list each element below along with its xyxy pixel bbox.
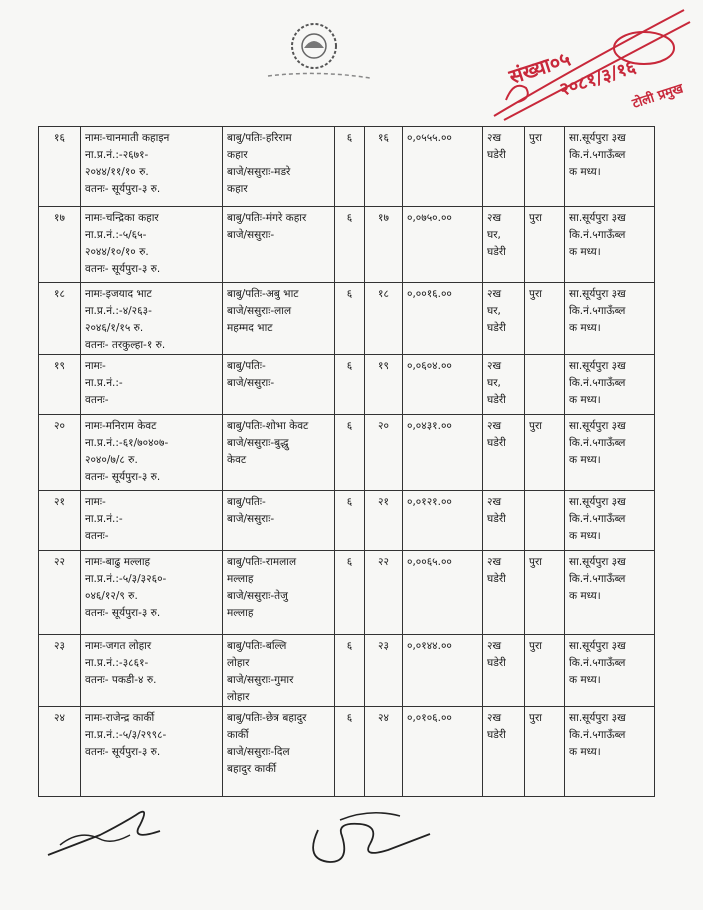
plot-number-cell — [365, 635, 403, 707]
plot-number-b: २० — [378, 420, 389, 432]
parent-details-father: बाबु/पतिः- — [227, 360, 266, 372]
plot-number-b: १७ — [378, 212, 389, 224]
status-cell — [525, 635, 565, 707]
location-cell — [565, 283, 655, 355]
land-type-land2: घडेरी — [487, 657, 506, 669]
area-area: ०,००१६.०० — [407, 288, 452, 300]
land-type-land1: २ख — [487, 360, 502, 372]
land-type-land1: २ख — [487, 132, 502, 144]
location-loc2: कि.नं.५गाऊँब्ल — [569, 657, 626, 669]
owner-details-cit: ना.प्र.नं.:-५/६५- — [85, 229, 147, 241]
stamp-line2: २०८१/३/१६ — [557, 56, 639, 101]
owner-details-name: नामः-जगत लोहार — [85, 640, 152, 652]
land-type-cell — [483, 283, 525, 355]
owner-details-cit: ना.प्र.नं.:-६१/७०४०७- — [85, 437, 169, 449]
land-register-table — [38, 126, 655, 797]
parent-details-cell — [223, 207, 335, 283]
plot-number-cell — [365, 707, 403, 797]
land-type-land2: घडेरी — [487, 729, 506, 741]
sheet-number-cell — [335, 635, 365, 707]
stamp-line3: टोली प्रमुख — [630, 81, 686, 112]
parent-details-father: बाबु/पतिः- — [227, 496, 266, 508]
parent-details-grand2: बहादुर कार्की — [227, 763, 277, 775]
location-loc3: क मध्य। — [569, 590, 601, 602]
owner-details-cell — [81, 355, 223, 415]
parent-details-father: बाबु/पतिः-अबु भाट — [227, 288, 299, 300]
area-area: ०,०४३१.०० — [407, 420, 452, 432]
area-area: ०,०५५५.०० — [407, 132, 452, 144]
parent-details-cell — [223, 415, 335, 491]
parent-details-father2: बाजे/ससुराः- — [227, 377, 275, 389]
owner-details-addr: वतनः- सूर्यपुरा-३ रु. — [85, 607, 161, 619]
location-loc1: सा.सूर्यपुरा ३ख — [569, 212, 626, 224]
owner-details-name: नामः-राजेन्द्र कार्की — [85, 712, 155, 724]
land-type-land1: २ख — [487, 496, 502, 508]
land-type-land3: घडेरी — [487, 322, 506, 334]
owner-details-date: वतनः- पकडी-४ रु. — [85, 674, 157, 686]
status-cell — [525, 415, 565, 491]
serial-number-cell — [39, 415, 81, 491]
sheet-number-a: ६ — [346, 288, 353, 300]
plot-number-cell — [365, 127, 403, 207]
parent-details-father: बाबु/पतिः-हरिराम — [227, 132, 292, 144]
location-loc2: कि.नं.५गाऊँब्ल — [569, 573, 626, 585]
land-type-cell — [483, 127, 525, 207]
location-cell — [565, 635, 655, 707]
location-loc3: क मध्य। — [569, 166, 601, 178]
table-row — [39, 707, 655, 797]
sheet-number-cell — [335, 707, 365, 797]
land-type-cell — [483, 707, 525, 797]
owner-details-cell — [81, 635, 223, 707]
parent-details-grand2: मल्लाह — [227, 607, 254, 619]
owner-details-name: नामः-चानमाती कहाइन — [85, 132, 170, 144]
serial-number-sn: २३ — [54, 640, 65, 652]
area-area: ०,०१२१.०० — [407, 496, 452, 508]
status-s: पुरा — [529, 288, 542, 300]
owner-details-cell — [81, 551, 223, 635]
owner-details-cell — [81, 491, 223, 551]
owner-details-date: वतनः- — [85, 530, 109, 542]
owner-details-addr: वतनः- सूर्यपुरा-३ रु. — [85, 471, 161, 483]
status-cell — [525, 491, 565, 551]
land-type-cell — [483, 635, 525, 707]
parent-details-father2: बाजे/ससुराः- — [227, 229, 275, 241]
serial-number-sn: २४ — [54, 712, 65, 724]
parent-details-father2: बाजे/ससुराः-बुद्धु — [227, 437, 289, 449]
stamp-line1: संख्या०५ — [506, 46, 574, 89]
parent-details-grand: महम्मद भाट — [227, 322, 273, 334]
parent-details-grand: केवट — [227, 454, 247, 466]
sheet-number-a: ६ — [346, 420, 353, 432]
area-area: ०,००६५.०० — [407, 556, 452, 568]
status-cell — [525, 127, 565, 207]
location-loc2: कि.नं.५गाऊँब्ल — [569, 437, 626, 449]
land-type-cell — [483, 355, 525, 415]
land-type-land1: २ख — [487, 288, 502, 300]
owner-details-name: नामः-चन्द्रिका कहार — [85, 212, 159, 224]
owner-details-cit: ना.प्र.नं.:-४/२६३- — [85, 305, 152, 317]
parent-details-grand: बाजे/ससुराः-तेजु — [227, 590, 288, 602]
serial-number-sn: २२ — [54, 556, 65, 568]
owner-details-cit: ना.प्र.नं.:-५/३/२९९८- — [85, 729, 167, 741]
parent-details-cell — [223, 283, 335, 355]
red-stamp-signature — [484, 8, 694, 128]
table-row — [39, 283, 655, 355]
serial-number-sn: १६ — [54, 132, 65, 144]
parent-details-grand2: कहार — [227, 183, 248, 195]
table-row — [39, 491, 655, 551]
plot-number-cell — [365, 355, 403, 415]
sheet-number-a: ६ — [346, 212, 353, 224]
area-cell — [403, 635, 483, 707]
plot-number-b: २४ — [378, 712, 389, 724]
parent-details-cell — [223, 491, 335, 551]
area-area: ०,०६०४.०० — [407, 360, 452, 372]
plot-number-cell — [365, 283, 403, 355]
serial-number-sn: १८ — [54, 288, 65, 300]
status-cell — [525, 283, 565, 355]
parent-details-cell — [223, 707, 335, 797]
land-type-land2: घडेरी — [487, 513, 506, 525]
parent-details-father: बाबु/पतिः-छेत्र बहादुर — [227, 712, 307, 724]
table-row — [39, 355, 655, 415]
land-type-land2: घर, — [487, 305, 501, 317]
plot-number-cell — [365, 491, 403, 551]
serial-number-sn: १९ — [54, 360, 65, 372]
location-loc1: सा.सूर्यपुरा ३ख — [569, 640, 626, 652]
sheet-number-cell — [335, 491, 365, 551]
location-loc3: क मध्य। — [569, 674, 601, 686]
serial-number-cell — [39, 491, 81, 551]
owner-details-cit: ना.प्र.नं.:-३८६१- — [85, 657, 149, 669]
owner-details-name: नामः- — [85, 360, 106, 372]
status-cell — [525, 707, 565, 797]
table-row — [39, 415, 655, 491]
owner-details-date: २०४४/१०/१० रु. — [85, 246, 149, 258]
status-cell — [525, 355, 565, 415]
parent-details-father2: बाजे/ससुराः-लाल — [227, 305, 292, 317]
parent-details-cell — [223, 551, 335, 635]
status-cell — [525, 551, 565, 635]
land-type-cell — [483, 491, 525, 551]
serial-number-cell — [39, 707, 81, 797]
parent-details-cell — [223, 635, 335, 707]
sheet-number-cell — [335, 355, 365, 415]
sheet-number-cell — [335, 127, 365, 207]
owner-details-date: ०४६/१२/९ रु. — [85, 590, 138, 602]
plot-number-b: १८ — [378, 288, 389, 300]
parent-details-father2: कहार — [227, 149, 248, 161]
plot-number-cell — [365, 207, 403, 283]
area-area: ०,०७५०.०० — [407, 212, 452, 224]
sheet-number-a: ६ — [346, 712, 353, 724]
table-row — [39, 551, 655, 635]
plot-number-b: २३ — [378, 640, 389, 652]
serial-number-cell — [39, 635, 81, 707]
owner-details-name: नामः- — [85, 496, 106, 508]
signature-center — [300, 800, 440, 880]
land-type-land2: घर, — [487, 229, 501, 241]
location-loc3: क मध्य। — [569, 746, 601, 758]
owner-details-cit: ना.प्र.नं.:- — [85, 377, 123, 389]
government-seal-logo — [258, 14, 378, 92]
location-loc3: क मध्य। — [569, 322, 601, 334]
owner-details-date: २०४४/११/१० रु. — [85, 166, 149, 178]
location-cell — [565, 127, 655, 207]
location-loc1: सा.सूर्यपुरा ३ख — [569, 556, 626, 568]
location-loc2: कि.नं.५गाऊँब्ल — [569, 149, 626, 161]
owner-details-addr: वतनः- तरकुल्हा-१ रु. — [85, 339, 166, 351]
owner-details-name: नामः-बाढु मल्लाह — [85, 556, 151, 568]
owner-details-cit: ना.प्र.नं.:- — [85, 513, 123, 525]
parent-details-cell — [223, 127, 335, 207]
location-loc3: क मध्य। — [569, 530, 601, 542]
serial-number-cell — [39, 551, 81, 635]
table-row — [39, 635, 655, 707]
land-type-land2: घडेरी — [487, 437, 506, 449]
location-loc1: सा.सूर्यपुरा ३ख — [569, 288, 626, 300]
parent-details-father2: बाजे/ससुराः- — [227, 513, 275, 525]
land-type-land1: २ख — [487, 640, 502, 652]
location-loc2: कि.नं.५गाऊँब्ल — [569, 729, 626, 741]
area-area: ०,०१४४.०० — [407, 640, 452, 652]
sheet-number-a: ६ — [346, 132, 353, 144]
area-cell — [403, 283, 483, 355]
location-loc3: क मध्य। — [569, 394, 601, 406]
area-cell — [403, 491, 483, 551]
location-loc2: कि.नं.५गाऊँब्ल — [569, 305, 626, 317]
parent-details-cell — [223, 355, 335, 415]
owner-details-addr: वतनः- सूर्यपुरा-३ रु. — [85, 263, 161, 275]
land-type-land1: २ख — [487, 712, 502, 724]
sheet-number-a: ६ — [346, 496, 353, 508]
land-type-land1: २ख — [487, 212, 502, 224]
land-type-land2: घर, — [487, 377, 501, 389]
parent-details-grand: बाजे/ससुराः-मडरे — [227, 166, 291, 178]
area-cell — [403, 415, 483, 491]
land-type-land2: घडेरी — [487, 573, 506, 585]
location-cell — [565, 415, 655, 491]
area-cell — [403, 355, 483, 415]
sheet-number-a: ६ — [346, 640, 353, 652]
land-type-land1: २ख — [487, 420, 502, 432]
owner-details-cell — [81, 127, 223, 207]
parent-details-father2: कार्की — [227, 729, 249, 741]
owner-details-cit: ना.प्र.नं.:-२६७१- — [85, 149, 149, 161]
status-s: पुरा — [529, 640, 542, 652]
status-s: पुरा — [529, 212, 542, 224]
land-type-cell — [483, 207, 525, 283]
location-loc1: सा.सूर्यपुरा ३ख — [569, 132, 626, 144]
plot-number-b: २१ — [378, 496, 389, 508]
serial-number-cell — [39, 355, 81, 415]
signature-left — [40, 795, 170, 865]
location-loc2: कि.नं.५गाऊँब्ल — [569, 513, 626, 525]
owner-details-name: नामः-इजयाद भाट — [85, 288, 152, 300]
area-cell — [403, 551, 483, 635]
land-type-cell — [483, 415, 525, 491]
parent-details-father: बाबु/पतिः-बल्लि — [227, 640, 287, 652]
parent-details-grand: बाजे/ससुराः-गुमार — [227, 674, 294, 686]
parent-details-father: बाबु/पतिः-शोभा केवट — [227, 420, 309, 432]
parent-details-father: बाबु/पतिः-मंगरे कहार — [227, 212, 307, 224]
sheet-number-cell — [335, 283, 365, 355]
serial-number-sn: १७ — [54, 212, 65, 224]
parent-details-grand: बाजे/ससुराः-दिल — [227, 746, 290, 758]
sheet-number-a: ६ — [346, 556, 353, 568]
owner-details-cell — [81, 707, 223, 797]
land-type-land3: घडेरी — [487, 394, 506, 406]
plot-number-b: २२ — [378, 556, 389, 568]
sheet-number-cell — [335, 207, 365, 283]
location-loc1: सा.सूर्यपुरा ३ख — [569, 420, 626, 432]
location-cell — [565, 207, 655, 283]
owner-details-cit: ना.प्र.नं.:-५/३/३२६०- — [85, 573, 167, 585]
location-cell — [565, 355, 655, 415]
serial-number-sn: २० — [54, 420, 65, 432]
serial-number-cell — [39, 207, 81, 283]
owner-details-name: नामः-मनिराम केवट — [85, 420, 157, 432]
plot-number-cell — [365, 551, 403, 635]
area-cell — [403, 207, 483, 283]
land-type-cell — [483, 551, 525, 635]
owner-details-cell — [81, 207, 223, 283]
status-s: पुरा — [529, 420, 542, 432]
land-type-land1: २ख — [487, 556, 502, 568]
land-type-land3: घडेरी — [487, 246, 506, 258]
sheet-number-cell — [335, 415, 365, 491]
owner-details-addr: वतनः- सूर्यपुरा-३ रु. — [85, 183, 161, 195]
status-s: पुरा — [529, 132, 542, 144]
location-loc1: सा.सूर्यपुरा ३ख — [569, 712, 626, 724]
parent-details-father2: लोहार — [227, 657, 250, 669]
table-row — [39, 127, 655, 207]
parent-details-father2: मल्लाह — [227, 573, 254, 585]
status-s: पुरा — [529, 712, 542, 724]
owner-details-date: वतनः- सूर्यपुरा-३ रु. — [85, 746, 161, 758]
serial-number-cell — [39, 127, 81, 207]
location-cell — [565, 491, 655, 551]
location-cell — [565, 551, 655, 635]
area-cell — [403, 707, 483, 797]
owner-details-date: २०४०/७/८ रु. — [85, 454, 138, 466]
owner-details-cell — [81, 415, 223, 491]
location-loc2: कि.नं.५गाऊँब्ल — [569, 229, 626, 241]
owner-details-cell — [81, 283, 223, 355]
location-cell — [565, 707, 655, 797]
table-row — [39, 207, 655, 283]
area-cell — [403, 127, 483, 207]
owner-details-date: वतनः- — [85, 394, 109, 406]
owner-details-date: २०४६/१/१५ रु. — [85, 322, 144, 334]
land-type-land2: घडेरी — [487, 149, 506, 161]
plot-number-b: १९ — [378, 360, 389, 372]
plot-number-cell — [365, 415, 403, 491]
location-loc3: क मध्य। — [569, 454, 601, 466]
location-loc2: कि.नं.५गाऊँब्ल — [569, 377, 626, 389]
parent-details-father: बाबु/पतिः-रामलाल — [227, 556, 297, 568]
parent-details-grand2: लोहार — [227, 691, 250, 703]
area-area: ०,०१०६.०० — [407, 712, 452, 724]
location-loc1: सा.सूर्यपुरा ३ख — [569, 360, 626, 372]
serial-number-sn: २१ — [54, 496, 65, 508]
serial-number-cell — [39, 283, 81, 355]
location-loc1: सा.सूर्यपुरा ३ख — [569, 496, 626, 508]
location-loc3: क मध्य। — [569, 246, 601, 258]
plot-number-b: १६ — [378, 132, 389, 144]
status-s: पुरा — [529, 556, 542, 568]
status-cell — [525, 207, 565, 283]
sheet-number-a: ६ — [346, 360, 353, 372]
sheet-number-cell — [335, 551, 365, 635]
